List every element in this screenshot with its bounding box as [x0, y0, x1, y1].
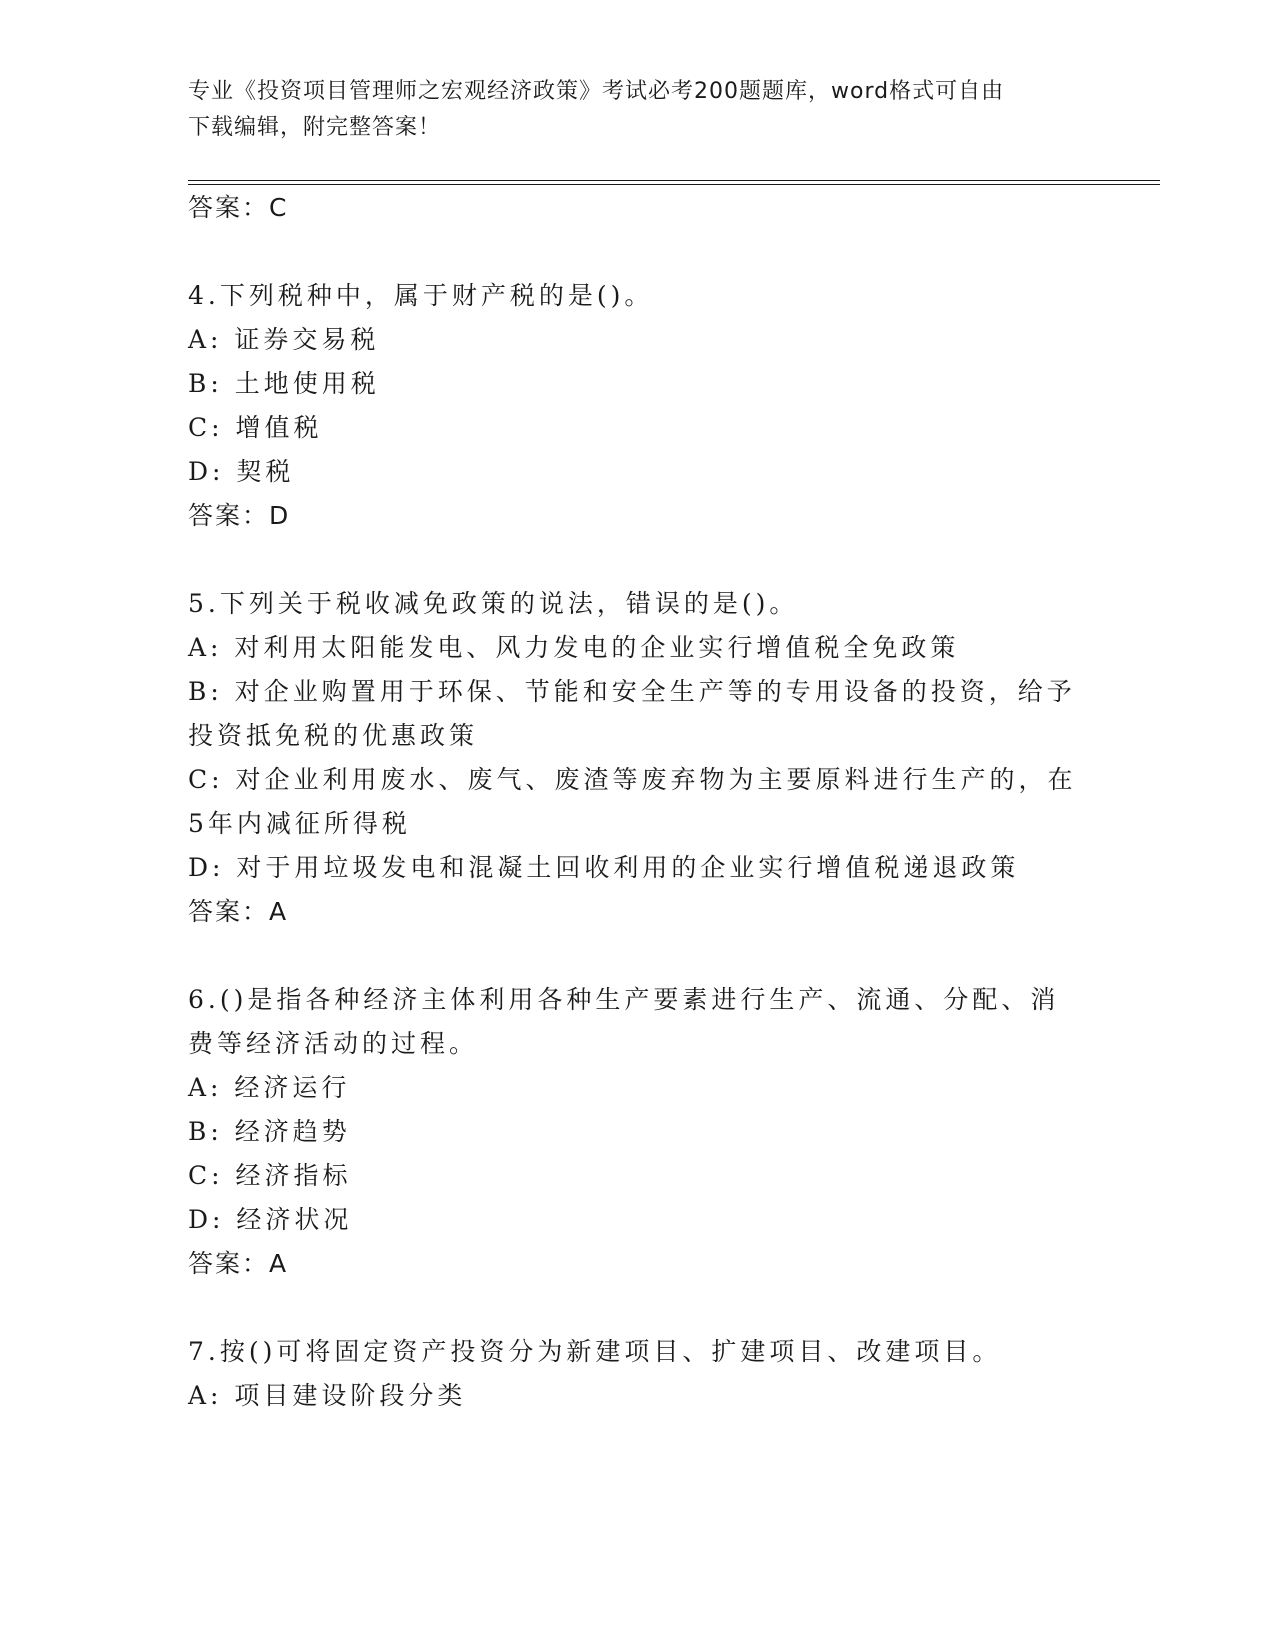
q5-option-c-line2: 5年内减征所得税: [188, 809, 411, 838]
q6-answer: 答案：A: [188, 1249, 289, 1278]
q6-option-c: C: 经济指标: [188, 1161, 352, 1190]
header-divider-bottom: [188, 184, 1160, 185]
q5-answer: 答案：A: [188, 897, 289, 926]
q5-option-d: D: 对于用垃圾发电和混凝土回收利用的企业实行增值税递退政策: [188, 853, 1020, 882]
q4-option-c: C: 增值税: [188, 413, 323, 442]
q6-question-line2: 费等经济活动的过程。: [188, 1029, 479, 1058]
q7-question: 7.按()可将固定资产投资分为新建项目、扩建项目、改建项目。: [188, 1337, 1002, 1366]
q4-option-d: D: 契税: [188, 457, 295, 486]
q4-option-a: A: 证券交易税: [188, 325, 380, 354]
q6-question-line1: 6.()是指各种经济主体利用各种生产要素进行生产、流通、分配、消: [188, 985, 1060, 1014]
q4-answer: 答案：D: [188, 501, 291, 530]
q7-option-a: A: 项目建设阶段分类: [188, 1381, 467, 1410]
q6-option-b: B: 经济趋势: [188, 1117, 351, 1146]
q5-option-b-line1: B: 对企业购置用于环保、节能和安全生产等的专用设备的投资，给予: [188, 677, 1076, 706]
q5-option-a: A: 对利用太阳能发电、风力发电的企业实行增值税全免政策: [188, 633, 960, 662]
q4-option-b: B: 土地使用税: [188, 369, 380, 398]
q5-option-c-line1: C: 对企业利用废水、废气、废渣等废弃物为主要原料进行生产的，在: [188, 765, 1077, 794]
document-header: [188, 74, 1088, 146]
q6-option-d: D: 经济状况: [188, 1205, 353, 1234]
answer-prev: 答案：C: [188, 193, 289, 222]
q5-question: 5.下列关于税收减免政策的说法，错误的是()。: [188, 589, 799, 618]
header-line-2: 下载编辑，附完整答案！: [188, 115, 442, 140]
header-line-1: 专业《投资项目管理师之宏观经济政策》考试必考200题题库，word格式可自由: [188, 79, 1005, 104]
q6-option-a: A: 经济运行: [188, 1073, 351, 1102]
q4-question: 4.下列税种中，属于财产税的是()。: [188, 281, 654, 310]
header-divider-top: [188, 180, 1160, 181]
q5-option-b-line2: 投资抵免税的优惠政策: [188, 721, 479, 750]
